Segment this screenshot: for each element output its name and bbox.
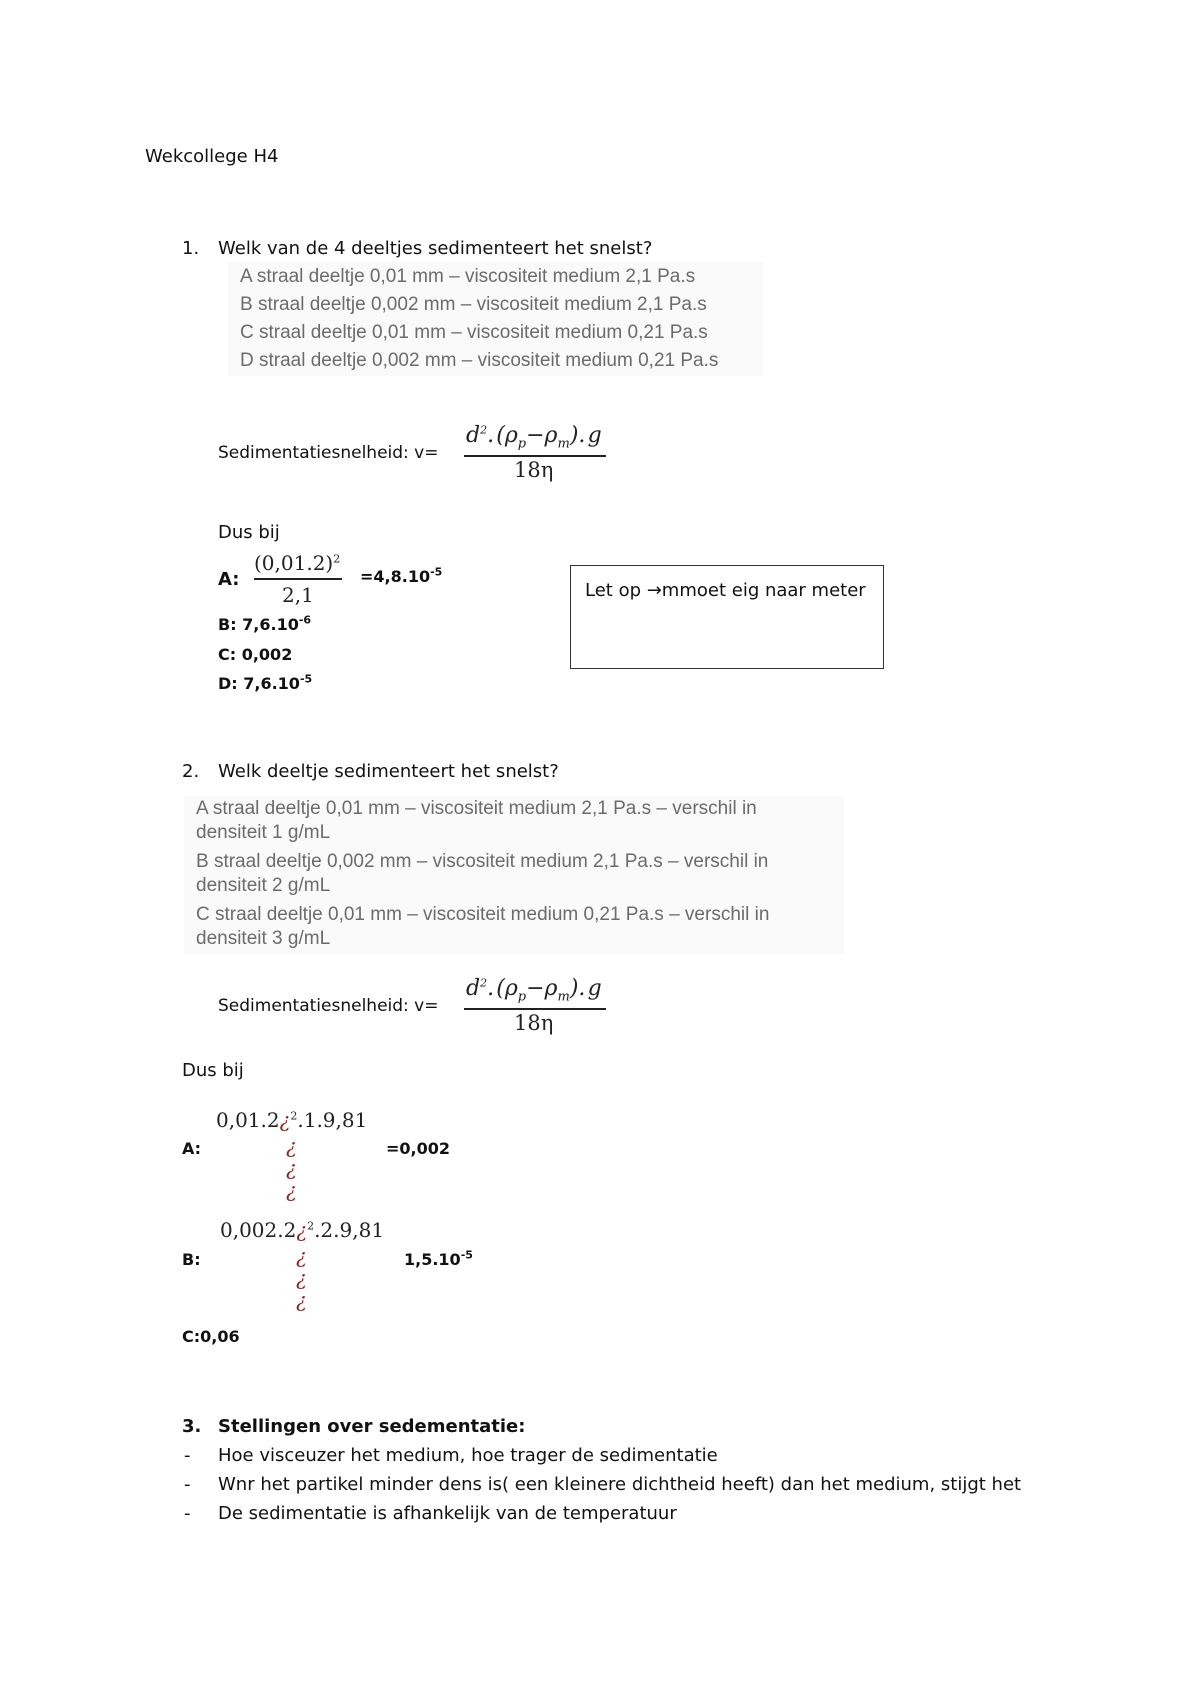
q2-option-a-line2: densiteit 1 g/mL xyxy=(196,822,331,843)
q2-number: 2. xyxy=(182,761,200,782)
q1-fraction-bar xyxy=(464,455,606,457)
q2-option-c-line1: C straal deeltje 0,01 mm – viscositeit medium 0,21 Pa.s – verschil in xyxy=(196,904,770,925)
q2-calc-b-expression: 0,002.2¿$^2$.2.9,81 xyxy=(220,1218,385,1242)
q1-option-a: A straal deeltje 0,01 mm – viscositeit medium 2,1 Pa.s xyxy=(240,266,696,287)
q2-options-image xyxy=(184,796,844,954)
q1-calc-a-label: A: xyxy=(218,569,240,590)
q2-formula-numerator: $d^2$. $(\rho_p-\rho_m)$. g xyxy=(466,976,602,1005)
q3-bullet-3: - xyxy=(184,1503,191,1524)
q1-number: 1. xyxy=(182,238,200,259)
q1-result-c: C: 0,002 xyxy=(218,645,293,664)
q3-title: Stellingen over sedementatie: xyxy=(218,1416,526,1437)
q1-option-c: C straal deeltje 0,01 mm – viscositeit medium 0,21 Pa.s xyxy=(240,322,708,343)
q2-question: Welk deeltje sedimenteert het snelst? xyxy=(218,761,559,782)
q2-calc-a-label: A: xyxy=(182,1139,202,1158)
q3-bullet-2: - xyxy=(184,1474,191,1495)
q3-number: 3. xyxy=(182,1416,202,1437)
q2-calc-a-glyph-2: ¿ xyxy=(286,1156,297,1180)
q2-calc-b-glyph-2: ¿ xyxy=(296,1266,307,1290)
q1-calc-a-denominator: 2,1 xyxy=(282,583,314,607)
q1-calc-a-fraction-bar xyxy=(254,578,342,580)
q1-option-b: B straal deeltje 0,002 mm – viscositeit medium 2,1 Pa.s xyxy=(240,294,707,315)
q2-fraction-bar xyxy=(464,1008,606,1010)
q1-question: Welk van de 4 deeltjes sedimenteert het snelst? xyxy=(218,238,653,259)
q1-calc-a-numerator: $(0,01.2)^2$ xyxy=(254,551,341,575)
q3-statement-2: Wnr het partikel minder dens is( een kleinere dichtheid heeft) dan het medium, stijgt het xyxy=(218,1474,1022,1495)
q3-statement-3: De sedimentatie is afhankelijk van de temperatuur xyxy=(218,1503,677,1524)
q2-option-c-line2: densiteit 3 g/mL xyxy=(196,928,331,949)
q1-formula-label: Sedimentatiesnelheid: v= xyxy=(218,443,439,463)
q2-calc-a-glyph-1: ¿ xyxy=(286,1134,297,1158)
q1-dus-bij: Dus bij xyxy=(218,522,280,543)
q2-formula-denominator: 18η xyxy=(514,1011,554,1035)
q1-options-image xyxy=(228,262,763,376)
q2-formula-label: Sedimentatiesnelheid: v= xyxy=(218,996,439,1016)
document-title: Wekcollege H4 xyxy=(145,146,279,167)
q2-option-b-line2: densiteit 2 g/mL xyxy=(196,875,331,896)
q2-result-c: C:0,06 xyxy=(182,1327,240,1346)
q2-calc-b-glyph-3: ¿ xyxy=(296,1288,307,1312)
q1-formula-denominator: 18η xyxy=(514,458,554,482)
q3-bullet-1: - xyxy=(184,1445,191,1466)
q2-calc-b-label: B: xyxy=(182,1250,201,1269)
q2-dus-bij: Dus bij xyxy=(182,1060,244,1081)
q1-callout-text: Let op →mmoet eig naar meter xyxy=(585,580,866,601)
q2-calc-b-result: $1,5.10^{-5}$ xyxy=(404,1248,473,1269)
q2-calc-a-result: =0,002 xyxy=(386,1139,451,1158)
q2-calc-a-expression: 0,01.2¿$^2$.1.9,81 xyxy=(216,1108,368,1132)
q1-option-d: D straal deeltje 0,002 mm – viscositeit medium 0,21 Pa.s xyxy=(240,350,719,371)
q1-callout-box xyxy=(570,565,884,669)
q1-result-d: D: $7,6.10^{-5}$ xyxy=(218,672,313,693)
q1-formula-numerator: $d^2$. $(\rho_p-\rho_m)$. g xyxy=(466,423,602,452)
q1-result-b: B: $7,6.10^{-6}$ xyxy=(218,613,312,634)
q2-option-a-line1: A straal deeltje 0,01 mm – viscositeit medium 2,1 Pa.s – verschil in xyxy=(196,798,757,819)
q3-statement-1: Hoe visceuzer het medium, hoe trager de sedimentatie xyxy=(218,1445,718,1466)
q2-calc-b-glyph-1: ¿ xyxy=(296,1244,307,1268)
q2-calc-a-glyph-3: ¿ xyxy=(286,1178,297,1202)
q1-calc-a-result: $=4,8.10^{-5}$ xyxy=(360,565,443,586)
q2-option-b-line1: B straal deeltje 0,002 mm – viscositeit medium 2,1 Pa.s – verschil in xyxy=(196,851,769,872)
